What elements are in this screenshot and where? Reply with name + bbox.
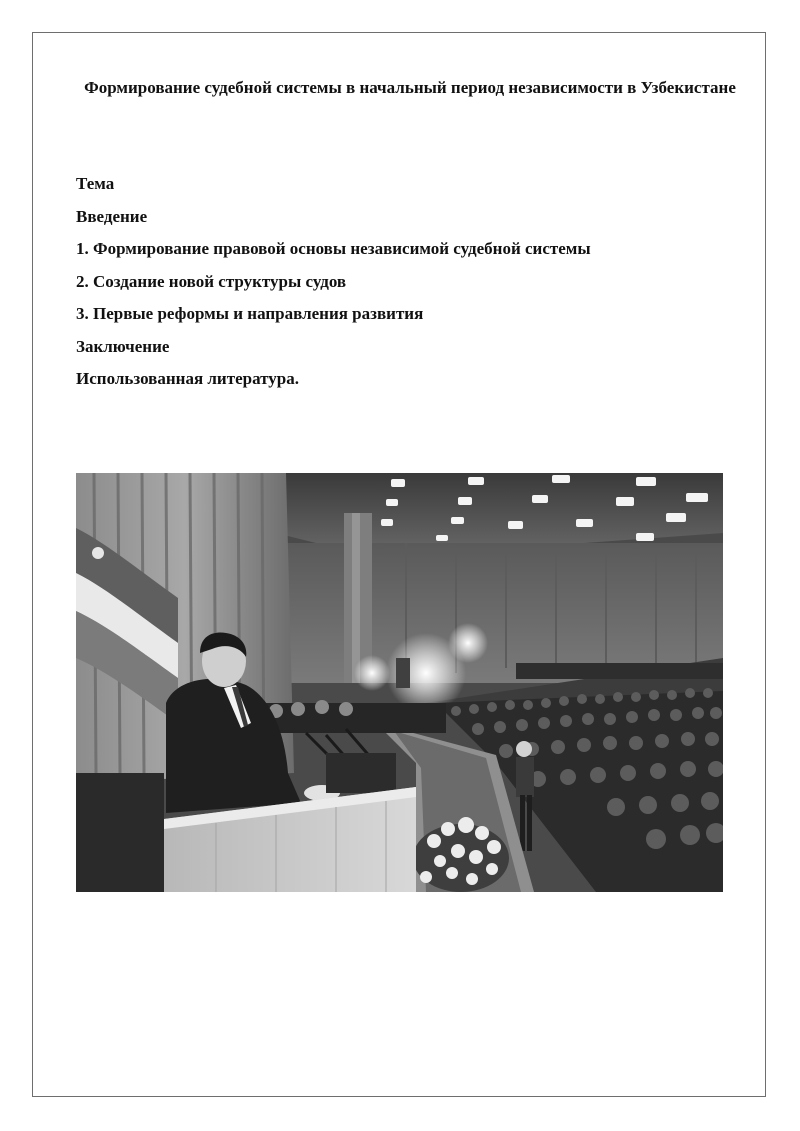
toc-item-conclusion: Заключение — [76, 336, 170, 356]
toc-item-section-1: 1. Формирование правовой основы независимой судебной системы — [76, 239, 591, 258]
toc-item-introduction: Введение — [76, 206, 148, 226]
table-of-contents — [76, 168, 591, 396]
toc-item-section-3: 3. Первые реформы и направления развития — [76, 304, 424, 323]
toc-item-references: Использованная литература. — [76, 369, 299, 388]
document-title: Формирование судебной системы в начальный период независимости в Узбекистане — [84, 78, 736, 97]
toc-item-section-2: 2. Создание новой структуры судов — [76, 271, 347, 291]
toc-item-theme: Тема — [76, 174, 115, 193]
assembly-hall-photo — [76, 473, 723, 892]
